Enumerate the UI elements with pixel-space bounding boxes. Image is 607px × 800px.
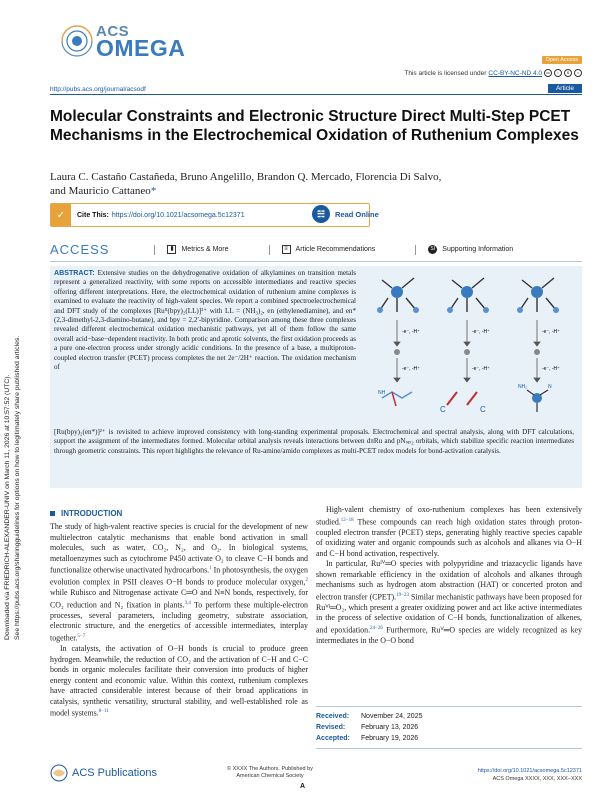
- omega-logo-icon: [60, 24, 94, 58]
- reference-link[interactable]: 1: [209, 566, 212, 571]
- supporting-information-link[interactable]: [428, 245, 513, 254]
- access-separator: [154, 245, 155, 255]
- publisher-name: ACS Publications: [72, 767, 157, 779]
- supporting-label: Supporting Information: [442, 246, 514, 253]
- step-label: -e⁻, -H⁺: [542, 329, 560, 335]
- header-divider: [50, 94, 582, 95]
- left-column: [50, 522, 308, 719]
- product-fragment-1: [378, 390, 412, 406]
- metrics-bar-icon: ▮: [167, 245, 176, 254]
- copyright-notice: © XXXX The Authors. Published by American Chemical Society: [227, 766, 313, 779]
- abstract-body-1: Extensive studies on the dehydrogenative oxidation of alkylamines on transition metals represent a generalized reactivity, with some reports on accessible intermediates and reactive species offering different interpretations. Here, the electrochemical oxidation of ruthenium amine complexes is examined to evaluate the reactivity of high-valent species. We report a combined spectroelectrochemical and DFT study of the complexes [Ruᴵᴵ(bpy)₂(LL)]²⁺ with LL = (NH₃)₂, en (ethylenediamine), and en* (2,3-dimethyl-2,3-diamino-butane), and bpy = 2,2′-bipyridine. Comparison among these three complexes revealed different electrochemical oxidation mechanistic pathways, yet all of them follow the same overall acid−base−dependent reactivity. In both protic and aprotic solvents, the first oxidation proceeds as a pure one-electron process under strongly acidic conditions. In the presence of a base, a multiproton-coupled electron transfer (PCET) process completes the net 2e⁻/2H⁺ reaction. The oxidation mechanism of: [54, 269, 356, 372]
- read-online-label: Read Online: [335, 209, 379, 219]
- corresponding-author-mark[interactable]: *: [150, 185, 157, 197]
- paragraph: The study of high-valent reactive species is crucial for the development of new multielectron catalytic mechanisms that enable bond activation in small molecules, such as water, CO₂, N₂, and O₂. In biological systems, metalloenzymes such as cytochrome P450 activate O₂ to cleave C−H bonds and functionalize otherwise unactivated hydrocarbons.$^1$ In photosynthesis, the oxygen evolution complex in PSII cleaves O−H bonds to produce molecular oxygen,$^2$ while Rubisco and Nitrogenase activate C═O and N≡N bonds, respectively, for CO₂ reduction and N₂ fixation in plants.$^{3,4}$ To perform these multiple-electron processes, several parameters, including geometry, substrate association, electronic structure, and the energetics of accessible intermediates, interplay together.$^{5-7}$: [50, 522, 308, 643]
- step-label: -e⁻, -H⁺: [402, 329, 420, 335]
- accepted-row: Accepted: February 19, 2026: [316, 735, 419, 742]
- authors-line-2-text[interactable]: and Mauricio Cattaneo: [50, 185, 151, 197]
- abstract-text-narrow: [54, 269, 356, 372]
- logo-text-omega: OMEGA: [96, 35, 186, 61]
- complex-structure-2: [447, 278, 489, 313]
- acs-publications-logo[interactable]: [50, 764, 157, 782]
- fragment-label-c: C: [480, 405, 486, 414]
- introduction-heading: [50, 509, 122, 518]
- revised-row: Revised: February 13, 2026: [316, 724, 419, 731]
- complex-structure-1: [377, 278, 419, 313]
- cite-label: Cite This:: [77, 211, 109, 219]
- cite-icon: ✓: [51, 204, 71, 226]
- acs-omega-logo[interactable]: [60, 22, 210, 62]
- nc-icon: $: [564, 69, 572, 77]
- cc-icon: cc: [546, 70, 550, 75]
- author-list: [50, 170, 530, 198]
- access-bar: [50, 238, 582, 262]
- recommendations-icon: ≡: [282, 245, 291, 254]
- article-title: Molecular Constraints and Electronic Structure Direct Multi-Step PCET Mechanisms in the Electrochemical Oxidation of Ruthenium Complexes: [50, 108, 579, 144]
- abstract-label: ABSTRACT:: [54, 269, 95, 277]
- access-separator: [269, 245, 270, 255]
- paragraph: High-valent chemistry of oxo-ruthenium complexes has been extensively studied.$^{12-18}$ These compounds can reach high oxidation states through proton-coupled electron transfer (PCET) steps, generating highly reactive species capable of oxidizing water and organic compounds such as alcohols and alkanes via O−H and C−H bond activation, respectively.: [316, 505, 582, 558]
- access-label: ACCESS: [50, 242, 110, 257]
- received-row: Received: November 24, 2025: [316, 713, 423, 720]
- article-type-badge: Article: [548, 84, 582, 93]
- cite-text: [71, 204, 245, 226]
- footer-citation: [478, 768, 582, 783]
- publication-dates: [316, 706, 582, 749]
- by-icon: i: [554, 69, 562, 77]
- reference-link[interactable]: 12−18: [340, 517, 354, 523]
- download-watermark: [2, 240, 24, 640]
- reference-link[interactable]: 8−11: [98, 709, 109, 714]
- right-column: [316, 505, 582, 646]
- reference-link[interactable]: 2: [305, 578, 308, 584]
- license-link[interactable]: CC-BY-NC-ND 4.0: [488, 69, 542, 77]
- watermark-line-1: Downloaded via FRIEDRICH-ALEXANDER-UNIV on March 11, 2026 at 10:57:52 (UTC).: [4, 374, 11, 640]
- fragment-label-n: N: [548, 384, 552, 390]
- metrics-more-link[interactable]: [167, 245, 228, 254]
- article-recommendations-link[interactable]: [282, 245, 376, 254]
- authors-line-2: [50, 184, 530, 198]
- fragment-label-nh2: NH₂: [518, 384, 528, 390]
- read-online-icon: ☵: [312, 205, 330, 223]
- footer-doi-link[interactable]: https://doi.org/10.1021/acsomega.5c12371: [477, 768, 582, 774]
- fragment-label-nh: NH: [378, 390, 386, 396]
- step-label: -e⁻, -H⁺: [472, 366, 490, 372]
- section-marker-icon: [50, 511, 55, 516]
- abstract-text-wide: [Ru(bpy)₂(en*)]²⁺ is revisited to achieve improved consistency with long-standing experimental proposals. Electrochemical and spectral analysis, along with DFT calculations, support the assignment of the intermediates formed. Molecular orbital analysis reveals interactions between dπRu and pNₛₚ₂ orbitals, which stabilize specific reaction intermediates through geometric constraints. This report highlights the relevance of Ru-amine/amido complexes as multi-PCET redox models for bond-activation catalysis.: [54, 428, 574, 455]
- watermark-line-2: See https://pubs.acs.org/sharingguidelines for options on how to legitimately share published articles.: [14, 335, 21, 640]
- toc-graphic: [362, 270, 572, 424]
- step-label: -e⁻, -H⁺: [472, 329, 490, 335]
- page-number: A: [300, 783, 306, 790]
- product-fragment-3: [518, 384, 552, 412]
- reference-link[interactable]: 3,4: [184, 600, 191, 606]
- step-label: -e⁻, -H⁺: [542, 366, 560, 372]
- recommendations-label: Article Recommendations: [295, 246, 376, 253]
- complex-structure-3: [517, 278, 559, 313]
- paragraph: In particular, Ruᴵⱽ═O species with polypyridine and triazacyclic ligands have shown remarkable efficiency in the oxidation of alcohols and alkanes through mechanisms such as hydrogen atom abstraction (HAT) or concerted proton and electron transfer (CPET).$^{19-23}$ Similar mechanistic pathways have been proposed for Ruⱽᴵ═O₂, which present a greater oxidizing power and act like active intermediates in the process of selective oxidation of C−H bonds, functionalization of alkenes, and epoxidation.$^{24-26}$ Furthermore, Ruⱽ═O species are widely recognized as key intermediates in the O−O bond: [316, 559, 583, 645]
- paragraph: In catalysts, the activation of O−H bonds is crucial to produce green hydrogen. Meanwhile, the reduction of CO₂ and the activation of C−H and C−C bonds in organic molecules facilitate their conversion into products of higher energy content and economic value. Within this context, ruthenium complexes have attracted considerable interest because of their broad applications in catalysis, synthetic versatility, structural stability, and well-established role as model systems.$^{8-11}$: [50, 644, 308, 718]
- doi-link[interactable]: https://doi.org/10.1021/acsomega.5c12371: [111, 211, 245, 219]
- journal-citation: ACS Omega XXXX, XXX, XXX−XXX: [492, 775, 582, 782]
- license-text: This article is licensed under: [404, 69, 487, 77]
- reference-link[interactable]: 5−7: [77, 633, 86, 639]
- step-label: -e⁻, -H⁺: [402, 366, 420, 372]
- license-notice: [404, 69, 582, 77]
- metrics-label: Metrics & More: [181, 246, 229, 253]
- reference-link[interactable]: 24−26: [370, 625, 383, 631]
- logo-text-acs: ACS: [96, 23, 130, 40]
- introduction-heading-text: INTRODUCTION: [61, 509, 123, 518]
- reference-link[interactable]: 19−23: [396, 592, 409, 598]
- read-online-button[interactable]: [312, 205, 379, 223]
- authors-line-1: Laura C. Castaño Castañeda, Bruno Angelillo, Brandon Q. Mercado, Florencia Di Salvo,: [50, 171, 442, 183]
- nd-icon: =: [574, 69, 582, 77]
- access-separator: [415, 245, 416, 255]
- open-access-badge: Open Access: [542, 56, 582, 64]
- fragment-label-c: C: [440, 405, 446, 414]
- product-fragment-2: [440, 392, 486, 414]
- journal-url-link[interactable]: http://pubs.acs.org/journal/acsodf: [50, 86, 146, 93]
- acs-logo-icon: [50, 764, 68, 782]
- supporting-info-icon: SI: [428, 245, 437, 254]
